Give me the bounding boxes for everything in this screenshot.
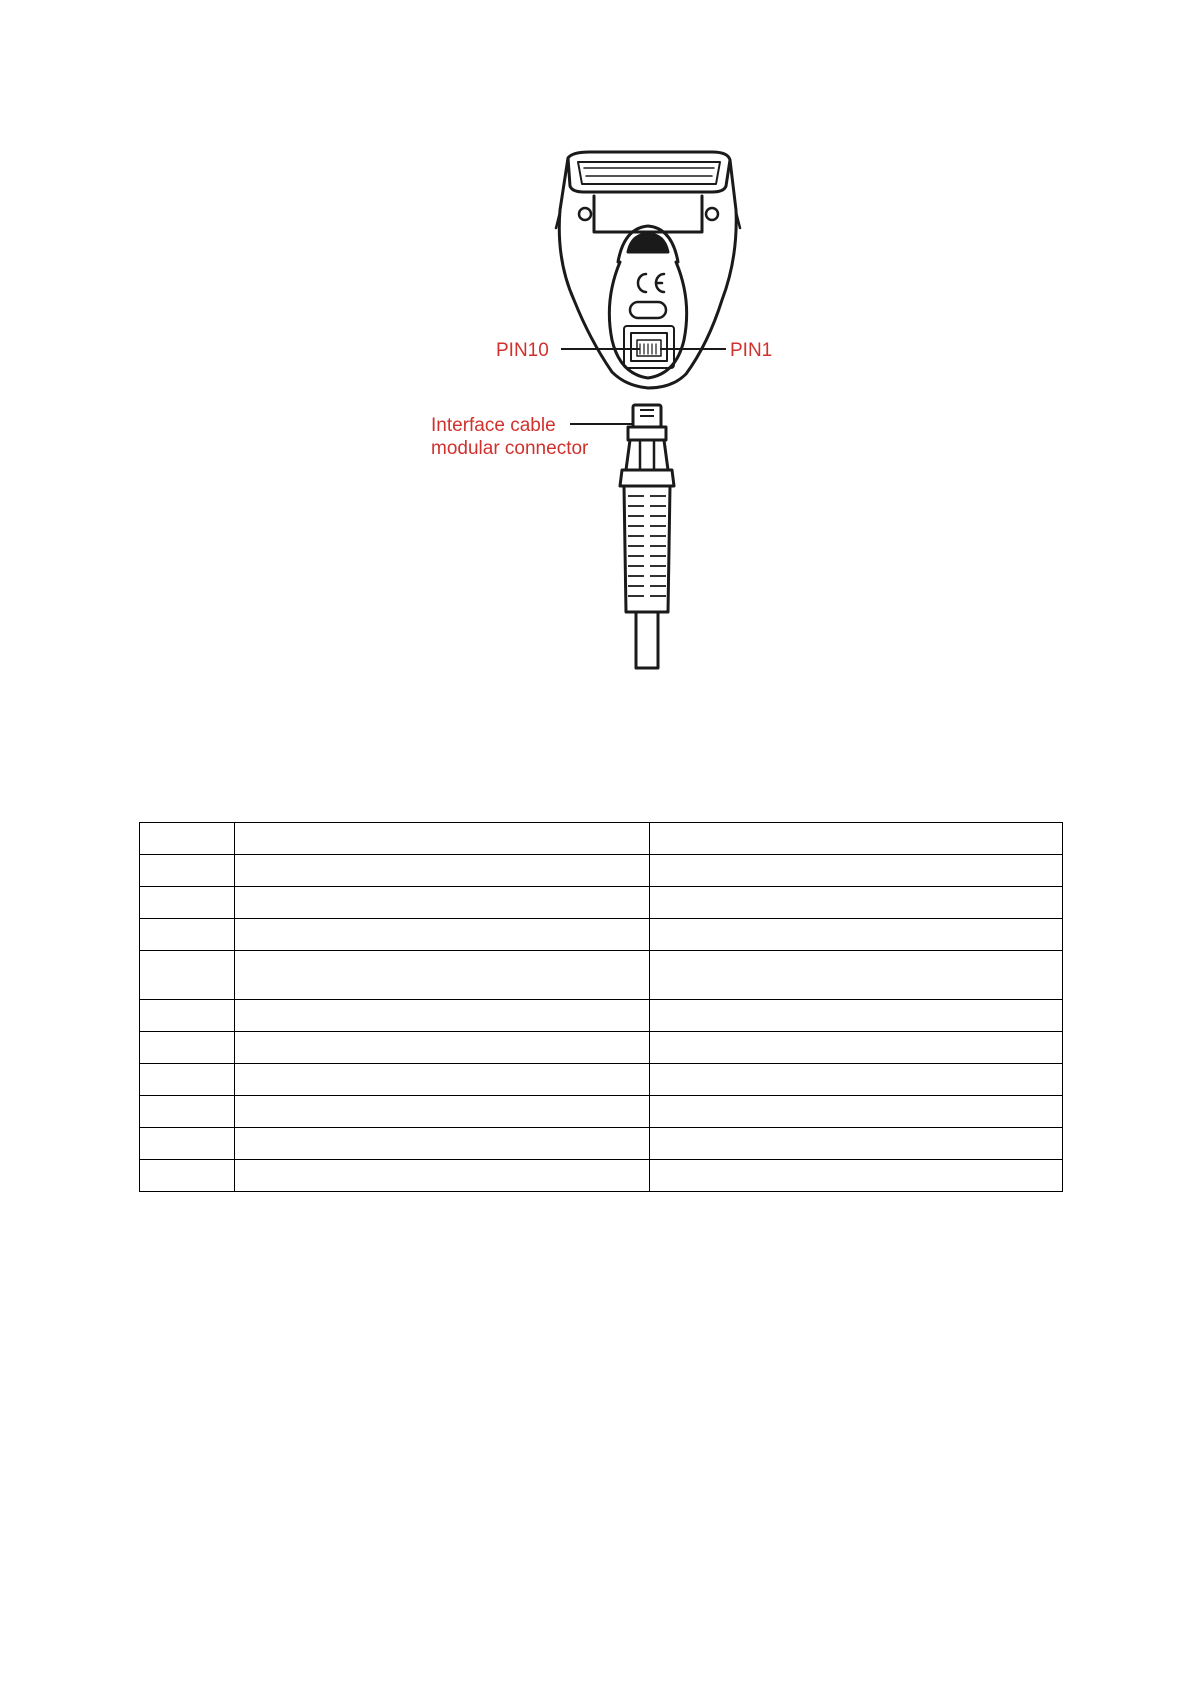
cable-label-line2: modular connector (431, 438, 589, 459)
table-cell-b (649, 1000, 1062, 1032)
table-cell-pin (140, 823, 235, 855)
table-cell-b (649, 1160, 1062, 1192)
table-cell-pin (140, 1000, 235, 1032)
table-cell-a (235, 823, 649, 855)
rj-port-icon (624, 326, 674, 368)
table-row (140, 1096, 1063, 1128)
table-cell-pin (140, 1064, 235, 1096)
table-cell-b (649, 887, 1062, 919)
table-cell-b (649, 1032, 1062, 1064)
boot-ribs (628, 496, 666, 596)
scanner-illustration (556, 152, 740, 388)
table-cell-a (235, 951, 649, 1000)
table-cell-a (235, 1128, 649, 1160)
table-cell-a (235, 919, 649, 951)
table-cell-a (235, 1032, 649, 1064)
pin1-label: PIN1 (730, 340, 773, 361)
table-cell-a (235, 1160, 649, 1192)
table-row (140, 1128, 1063, 1160)
table-cell-pin (140, 887, 235, 919)
table-cell-pin (140, 1096, 235, 1128)
table-cell-a (235, 887, 649, 919)
table-cell-b (649, 951, 1062, 1000)
scanner-connector-figure (0, 0, 1191, 700)
table-cell-a (235, 1064, 649, 1096)
pin10-label: PIN10 (496, 340, 549, 361)
table-cell-pin (140, 1160, 235, 1192)
table-row (140, 1032, 1063, 1064)
ce-mark-icon (638, 274, 664, 292)
table-cell-pin (140, 951, 235, 1000)
table-row (140, 919, 1063, 951)
table-row (140, 823, 1063, 855)
table-cell-pin (140, 1032, 235, 1064)
table-cell-b (649, 823, 1062, 855)
table-row (140, 951, 1063, 1000)
table-cell-b (649, 1064, 1062, 1096)
pin-assignment-table (139, 822, 1063, 1192)
table-row (140, 1064, 1063, 1096)
cable-label-line1: Interface cable (431, 415, 556, 436)
modular-connector-illustration (620, 405, 674, 668)
table-cell-b (649, 855, 1062, 887)
table-cell-pin (140, 855, 235, 887)
table-row (140, 855, 1063, 887)
table-cell-b (649, 1128, 1062, 1160)
table-cell-pin (140, 1128, 235, 1160)
table-cell-pin (140, 919, 235, 951)
table-row (140, 1160, 1063, 1192)
table-cell-a (235, 1000, 649, 1032)
table-row (140, 1000, 1063, 1032)
table-cell-a (235, 855, 649, 887)
table-cell-b (649, 1096, 1062, 1128)
table-cell-a (235, 1096, 649, 1128)
table-cell-b (649, 919, 1062, 951)
table-row (140, 887, 1063, 919)
